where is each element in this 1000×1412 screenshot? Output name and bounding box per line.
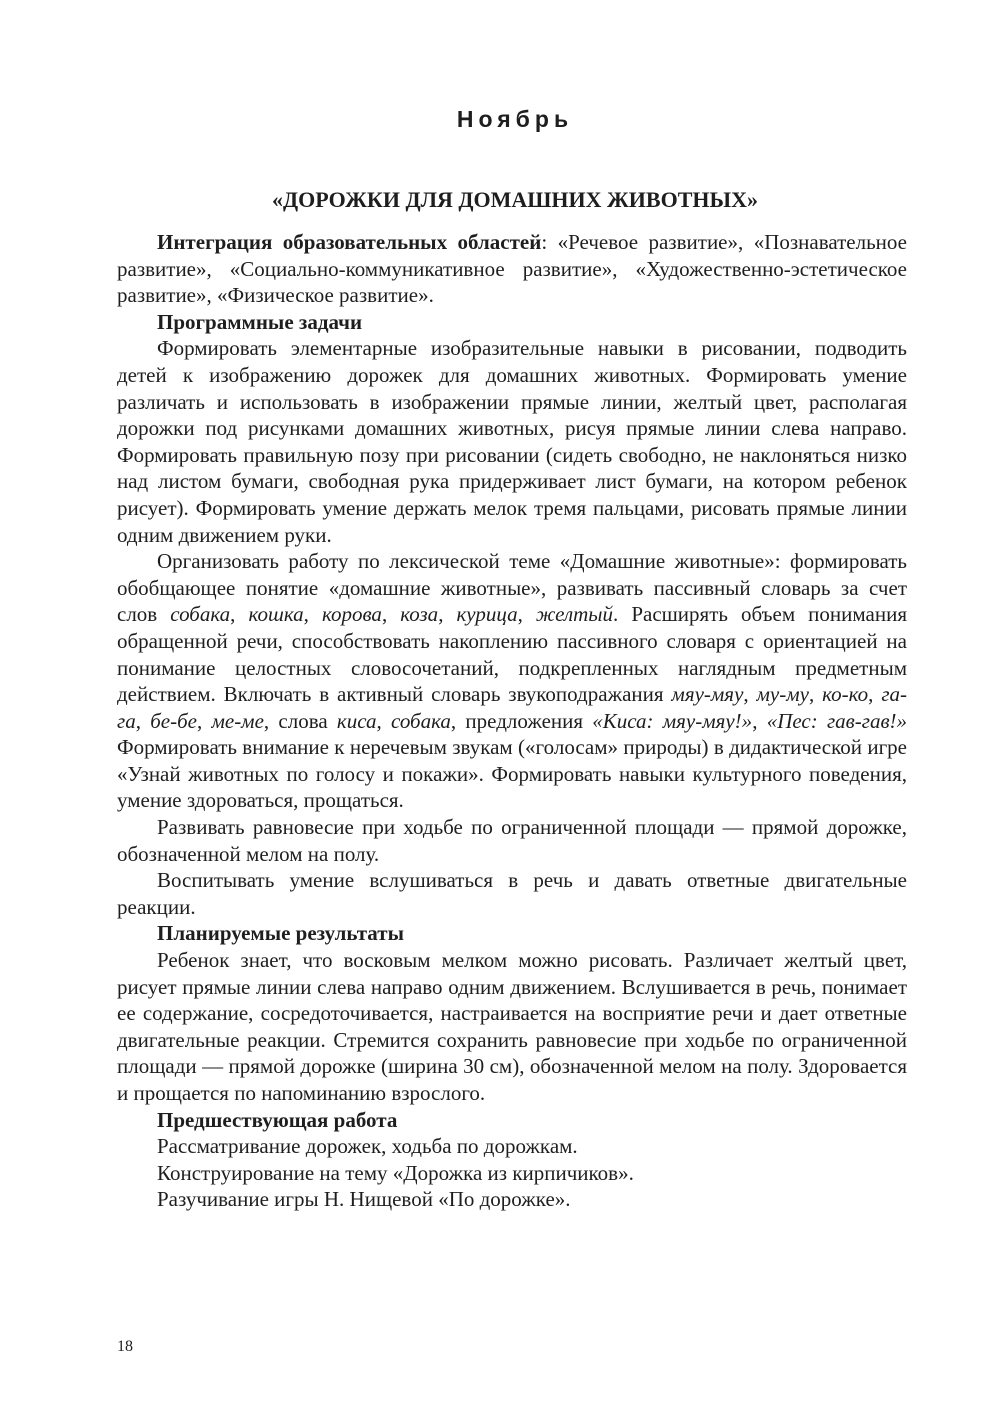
- italic-word: коза: [400, 602, 439, 627]
- lesson-body: [117, 229, 907, 1213]
- text-run: ,: [196, 708, 212, 733]
- tasks-paragraph-3: Развивать равновесие при ходьбе по ограниченной площади — прямой дорожке, обозначенной мелом на полу.: [117, 815, 907, 866]
- text-run: ,: [743, 682, 757, 707]
- prior-work-heading: Предшествующая работа: [157, 1107, 398, 1132]
- italic-word: му-му: [756, 682, 809, 707]
- tasks-paragraph-2: [117, 548, 907, 814]
- italic-word: ко-ко: [822, 682, 869, 707]
- prior-work-item: Конструирование на тему «Дорожка из кирпичиков».: [157, 1160, 634, 1185]
- italic-word: мяу-мяу: [671, 682, 744, 707]
- integration-text: : «Речевое развитие», «Познавательное развитие», «Социально-коммуникативное развитие», «Художественно-эстетическое развитие», «Физическое развитие».: [117, 230, 907, 308]
- italic-word: ме-ме: [211, 708, 264, 733]
- text-run: ,: [376, 708, 392, 733]
- text-run: , слова: [263, 708, 337, 733]
- italic-phrase: «Пес: гав-гав!»: [766, 708, 908, 733]
- text-run: Формировать внимание к неречевым звукам («голосам» природы) в дидактической игре «Узнай животных по голосу и покажи». Формировать навыки культурного поведения, умение здороваться, прощаться.: [117, 735, 907, 813]
- italic-word: курица: [456, 602, 518, 627]
- italic-word: собака: [391, 708, 451, 733]
- text-run: ,: [517, 602, 536, 627]
- prior-work-item: Разучивание игры Н. Нищевой «По дорожке».: [157, 1187, 571, 1212]
- italic-word: собака: [170, 602, 231, 627]
- lesson-title: «ДОРОЖКИ ДЛЯ ДОМАШНИХ ЖИВОТНЫХ»: [272, 187, 758, 212]
- text-run: ,: [135, 708, 151, 733]
- tasks-heading: Программные задачи: [157, 309, 363, 334]
- page-number: 18: [117, 1338, 133, 1355]
- tasks-paragraph-1: Формировать элементарные изобразительные навыки в рисовании, подводить детей к изображению дорожек для домашних животных. Формировать умение различать и использовать в изображении прямые линии, желтый цвет, располагая дорожки под рисунками домашних животных, рисуя прямые линии слева направо. Формировать правильную позу при рисовании (сидеть свободно, не наклоняться низко над листом бумаги, свободная рука придерживает лист бумаги, на котором ребенок рисует). Формировать умение держать мелок тремя пальцами, рисовать прямые линии одним движением руки.: [117, 336, 907, 547]
- text-run: Организовать работу по лексической теме «Домашние животные»: формировать обобщающее понятие «домашние животные», развивать пассивный словарь за счет слов: [117, 549, 907, 627]
- prior-work-item: Рассматривание дорожек, ходьба по дорожкам.: [157, 1134, 578, 1159]
- text-run: ,: [752, 708, 767, 733]
- text-run: ,: [381, 602, 401, 627]
- italic-word: га-га: [117, 682, 907, 733]
- text-run: . Расширять объем понимания обращенной речи, способствовать накоплению пассивного словаря с ориентацией на понимание целостных словосочетаний, подкрепленных наглядным предметным действием. Включать в активный словарь звукоподражания: [117, 602, 907, 707]
- integration-label: Интеграция образовательных областей: [157, 230, 542, 254]
- italic-word: бе-бе: [150, 708, 197, 733]
- italic-word: корова: [321, 602, 382, 627]
- results-paragraph: Ребенок знает, что восковым мелком можно рисовать. Различает желтый цвет, рисует прямые линии слева направо одним движением. Вслушивается в речь, понимает ее содержание, сосредоточивается, настраивается на восприятие речи и дает ответные двигательные реакции. Стремится сохранить равновесие при ходьбе по ограниченной площади — прямой дорожке (ширина 30 см), обозначенной мелом на полу. Здоровается и прощается по напоминанию взрослого.: [117, 948, 907, 1105]
- text-run: ,: [438, 602, 457, 627]
- month-heading: Ноябрь: [456, 106, 574, 132]
- integration-paragraph: [117, 229, 907, 309]
- text-run: ,: [303, 602, 322, 627]
- italic-word: кошка: [248, 602, 304, 627]
- text-run: ,: [230, 602, 249, 627]
- results-heading: Планируемые результаты: [157, 921, 404, 946]
- text-run: , предложения: [450, 708, 593, 733]
- italic-word: киса: [336, 708, 377, 733]
- italic-word: желтый: [535, 602, 614, 627]
- tasks-paragraph-4: Воспитывать умение вслушиваться в речь и давать ответные двигательные реакции.: [117, 868, 907, 919]
- italic-phrase: «Киса: мяу-мяу!»: [592, 708, 753, 733]
- text-run: ,: [808, 682, 823, 707]
- text-run: ,: [868, 682, 882, 707]
